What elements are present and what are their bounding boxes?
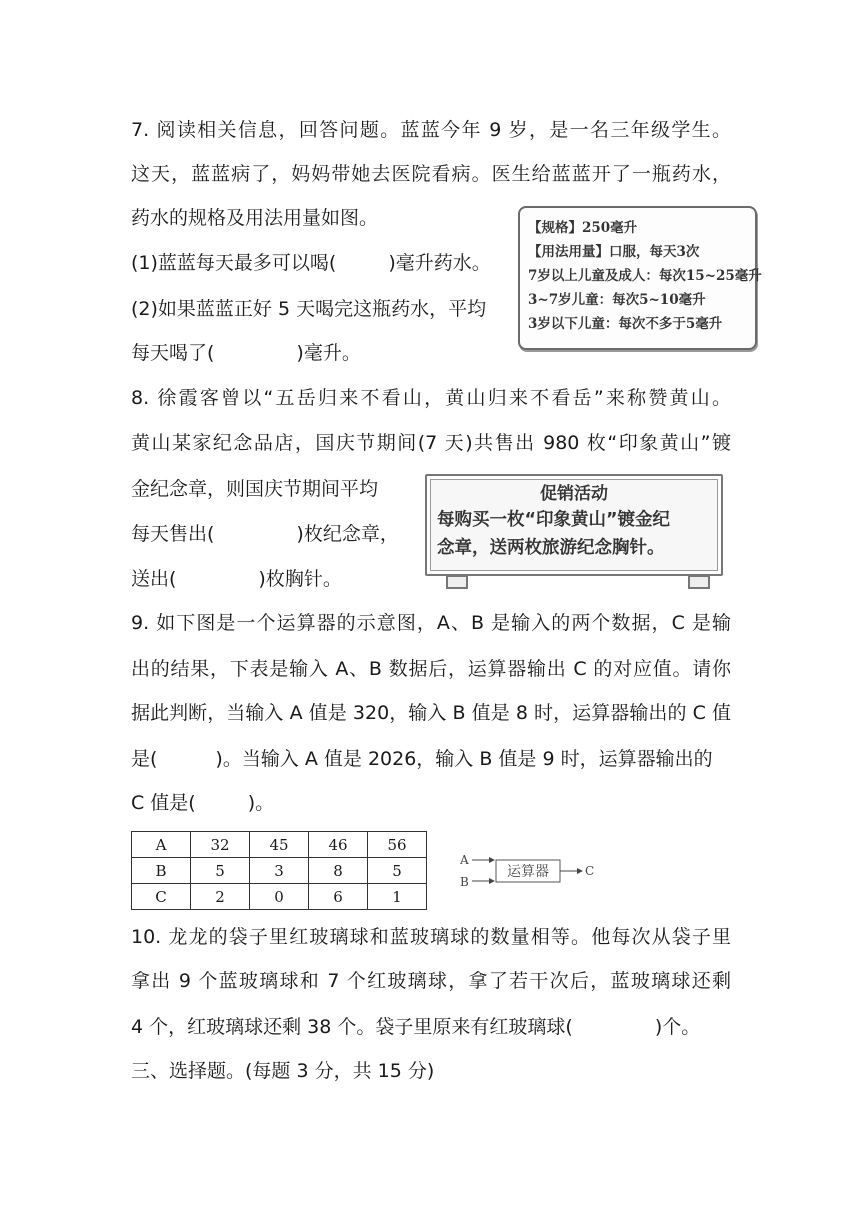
table-cell: 56 <box>368 832 427 858</box>
q10-line3-text-a: 4 个，红玻璃球还剩 38 个。袋子里原来有红玻璃球( <box>131 1016 573 1038</box>
q8-line-2: 黄山某家纪念品店，国庆节期间(7 天)共售出 980 枚“印象黄山”镀 <box>131 432 731 454</box>
table-cell: 0 <box>250 884 309 910</box>
table-cell: 5 <box>368 858 427 884</box>
calculator-value-table <box>131 831 427 910</box>
q10-line-1: 10. 龙龙的袋子里红玻璃球和蓝玻璃球的数量相等。他每次从袋子里 <box>131 926 731 948</box>
q8-line-4 <box>131 522 399 546</box>
promotion-body-line-2: 念章，送两枚旅游纪念胸针。 <box>437 538 665 558</box>
q8-line5-text-a: 送出( <box>131 568 177 590</box>
table-cell: 3 <box>250 858 309 884</box>
q8-line4-text-a: 每天售出( <box>131 523 215 545</box>
table-cell: 5 <box>191 858 250 884</box>
q10-line-2: 拿出 9 个蓝玻璃球和 7 个红玻璃球，拿了若干次后，蓝玻璃球还剩 <box>131 970 731 992</box>
diagram-box-label: 运算器 <box>507 864 549 880</box>
promotion-sign <box>425 474 723 576</box>
section-3-title: 三、选择题。(每题 3 分，共 15 分) <box>131 1060 435 1082</box>
medicine-label-box <box>518 206 762 350</box>
q9-line4-text-b: )。当输入 A 值是 2026，输入 B 值是 9 时，运算器输出的 <box>215 748 713 770</box>
q9-line-5 <box>131 791 274 815</box>
q7-line-2: 这天，蓝蓝病了，妈妈带她去医院看病。医生给蓝蓝开了一瓶药水， <box>131 163 731 185</box>
calculator-diagram <box>458 848 608 892</box>
table-cell: 45 <box>250 832 309 858</box>
table-row-header: A <box>132 832 191 858</box>
q9-line4-text-a: 是( <box>131 748 158 770</box>
q7-sub1-text-a: (1)蓝蓝每天最多可以喝( <box>131 252 337 274</box>
medicine-dose-adult: 7岁以上儿童及成人：每次15~25毫升 <box>528 268 762 284</box>
q7-sub-question-1 <box>131 251 491 275</box>
table-row <box>132 832 427 858</box>
q8-line-5 <box>131 567 342 591</box>
q9-line-4 <box>131 747 713 771</box>
diagram-input-b: B <box>460 875 469 889</box>
q7-sub2-text-a: 每天喝了( <box>131 342 215 364</box>
q9-line-1: 9. 如下图是一个运算器的示意图，A、B 是输入的两个数据，C 是输 <box>131 612 731 634</box>
q7-line-3: 药水的规格及用法用量如图。 <box>131 207 379 229</box>
table-row-header: C <box>132 884 191 910</box>
q8-line5-text-b: )枚胸针。 <box>258 568 342 590</box>
q7-sub-question-2-cont <box>131 341 361 365</box>
medicine-dose-infant: 3岁以下儿童：每次不多于5毫升 <box>528 316 723 332</box>
diagram-output-c: C <box>585 864 595 878</box>
q10-line3-text-b: )个。 <box>654 1016 701 1038</box>
q8-line-1: 8. 徐霞客曾以“五岳归来不看山，黄山归来不看岳”来称赞黄山。 <box>131 387 731 409</box>
q7-sub1-text-b: )毫升药水。 <box>388 252 491 274</box>
q8-line4-text-b: )枚纪念章， <box>296 523 399 545</box>
table-cell: 1 <box>368 884 427 910</box>
q10-line-3 <box>131 1015 700 1039</box>
promotion-title: 促销活动 <box>540 484 608 504</box>
q9-line-2: 出的结果，下表是输入 A、B 数据后，运算器输出 C 的对应值。请你 <box>131 658 731 680</box>
promotion-body-line-1: 每购买一枚“印象黄山”镀金纪 <box>437 510 671 530</box>
table-row-header: B <box>132 858 191 884</box>
medicine-dose-child: 3~7岁儿童：每次5~10毫升 <box>528 292 706 308</box>
table-row <box>132 884 427 910</box>
table-cell: 8 <box>309 858 368 884</box>
table-cell: 46 <box>309 832 368 858</box>
sign-leg-left <box>446 575 468 589</box>
q9-line5-text-b: )。 <box>247 792 275 814</box>
table-cell: 32 <box>191 832 250 858</box>
q7-sub-question-2: (2)如果蓝蓝正好 5 天喝完这瓶药水，平均 <box>131 298 487 320</box>
diagram-input-a: A <box>460 853 469 867</box>
q7-sub2-text-b: )毫升。 <box>296 342 361 364</box>
medicine-spec: 【规格】250毫升 <box>528 220 638 236</box>
sign-leg-right <box>688 575 710 589</box>
q9-line-3: 据此判断，当输入 A 值是 320，输入 B 值是 8 时，运算器输出的 C 值 <box>131 702 731 724</box>
medicine-usage: 【用法用量】口服，每天3次 <box>528 244 700 260</box>
q9-line5-text-a: C 值是( <box>131 792 196 814</box>
table-cell: 2 <box>191 884 250 910</box>
table-cell: 6 <box>309 884 368 910</box>
table-row <box>132 858 427 884</box>
q7-line-1: 7. 阅读相关信息，回答问题。蓝蓝今年 9 岁，是一名三年级学生。 <box>131 119 731 141</box>
q8-line-3: 金纪念章，则国庆节期间平均 <box>131 478 379 500</box>
